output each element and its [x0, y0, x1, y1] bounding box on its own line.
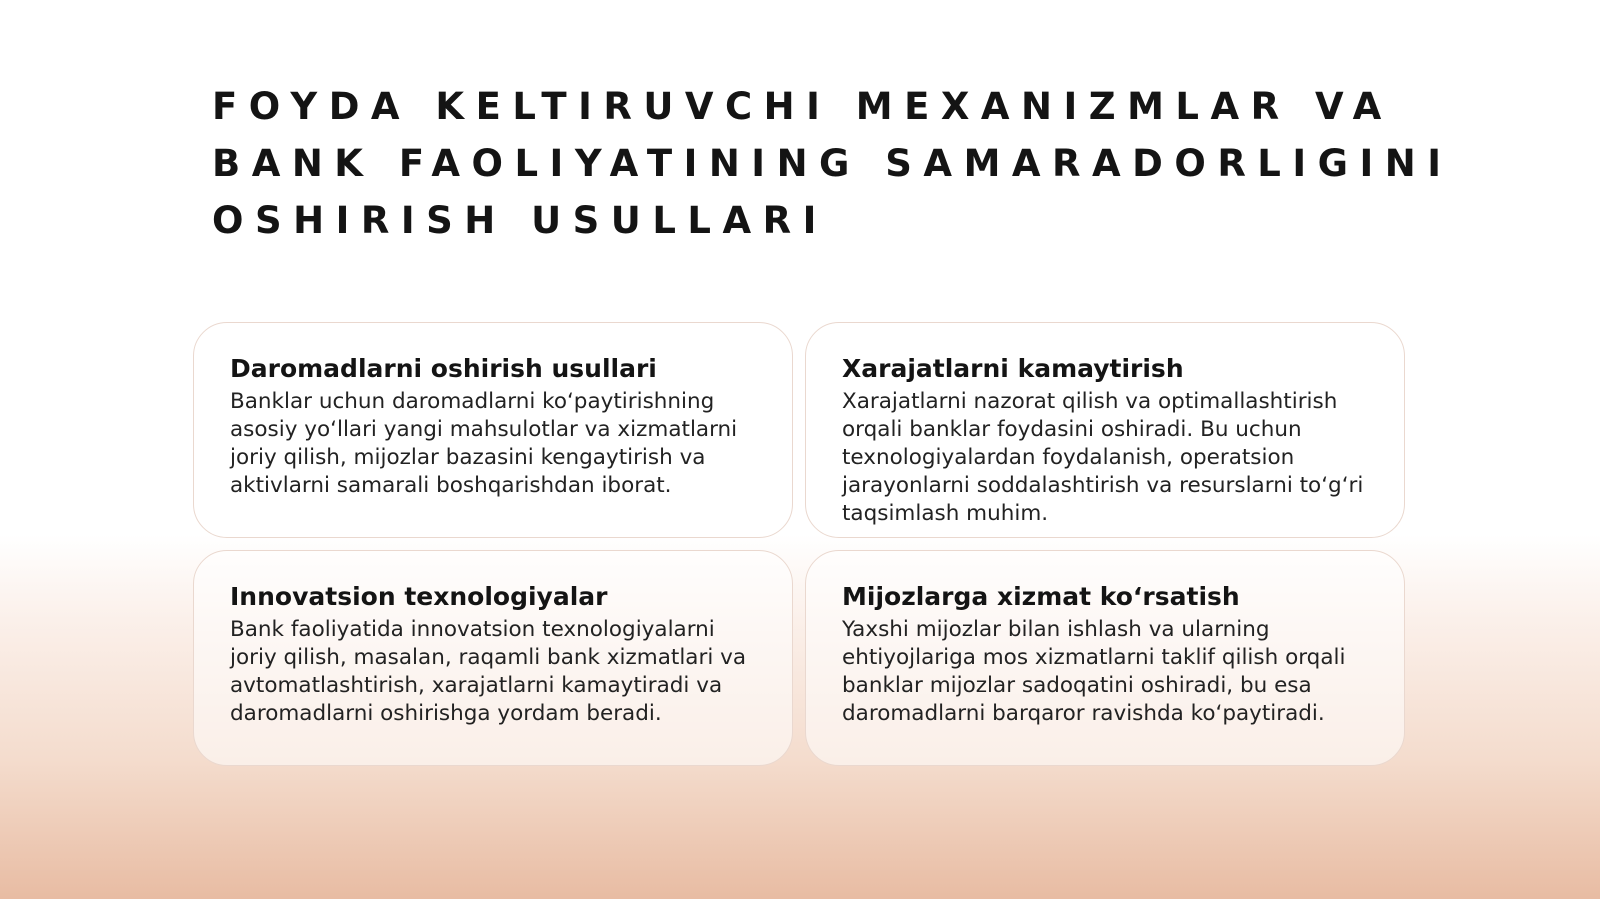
slide-title: FOYDA KELTIRUVCHI MEXANIZMLAR VA BANK FAOLIYATINING SAMARADORLIGINI OSHIRISH USULLARI [212, 85, 1453, 242]
card-revenue-methods [193, 322, 793, 538]
card-customer-service [805, 550, 1405, 766]
card-title: Daromadlarni oshirish usullari [230, 354, 657, 383]
card-innovative-technologies [193, 550, 793, 766]
card-cost-reduction [805, 322, 1405, 538]
card-text: Xarajatlarni nazorat qilish va optimallashtirish orqali banklar foydasini oshiradi. Bu uchun texnologiyalardan foydalanish, operatsion jarayonlarni soddalashtirish va resurslarni to‘g‘ri taqsimlash muhim. [842, 389, 1364, 526]
card-text: Yaxshi mijozlar bilan ishlash va ularning ehtiyojlariga mos xizmatlarni taklif qilish orqali banklar mijozlar sadoqatini oshiradi, bu esa daromadlarni barqaror ravishda ko‘paytiradi. [842, 617, 1346, 726]
card-title: Innovatsion texnologiyalar [230, 582, 608, 611]
card-title: Xarajatlarni kamaytirish [842, 354, 1184, 383]
card-text: Bank faoliyatida innovatsion texnologiyalarni joriy qilish, masalan, raqamli bank xizmatlari va avtomatlashtirish, xarajatlarni kamaytiradi va daromadlarni oshirishga yordam beradi. [230, 617, 747, 726]
card-text: Banklar uchun daromadlarni ko‘paytirishning asosiy yo‘llari yangi mahsulotlar va xizmatlarni joriy qilish, mijozlar bazasini kengaytirish va aktivlarni samarali boshqarishdan iborat. [230, 389, 738, 498]
card-title: Mijozlarga xizmat ko‘rsatish [842, 582, 1240, 611]
